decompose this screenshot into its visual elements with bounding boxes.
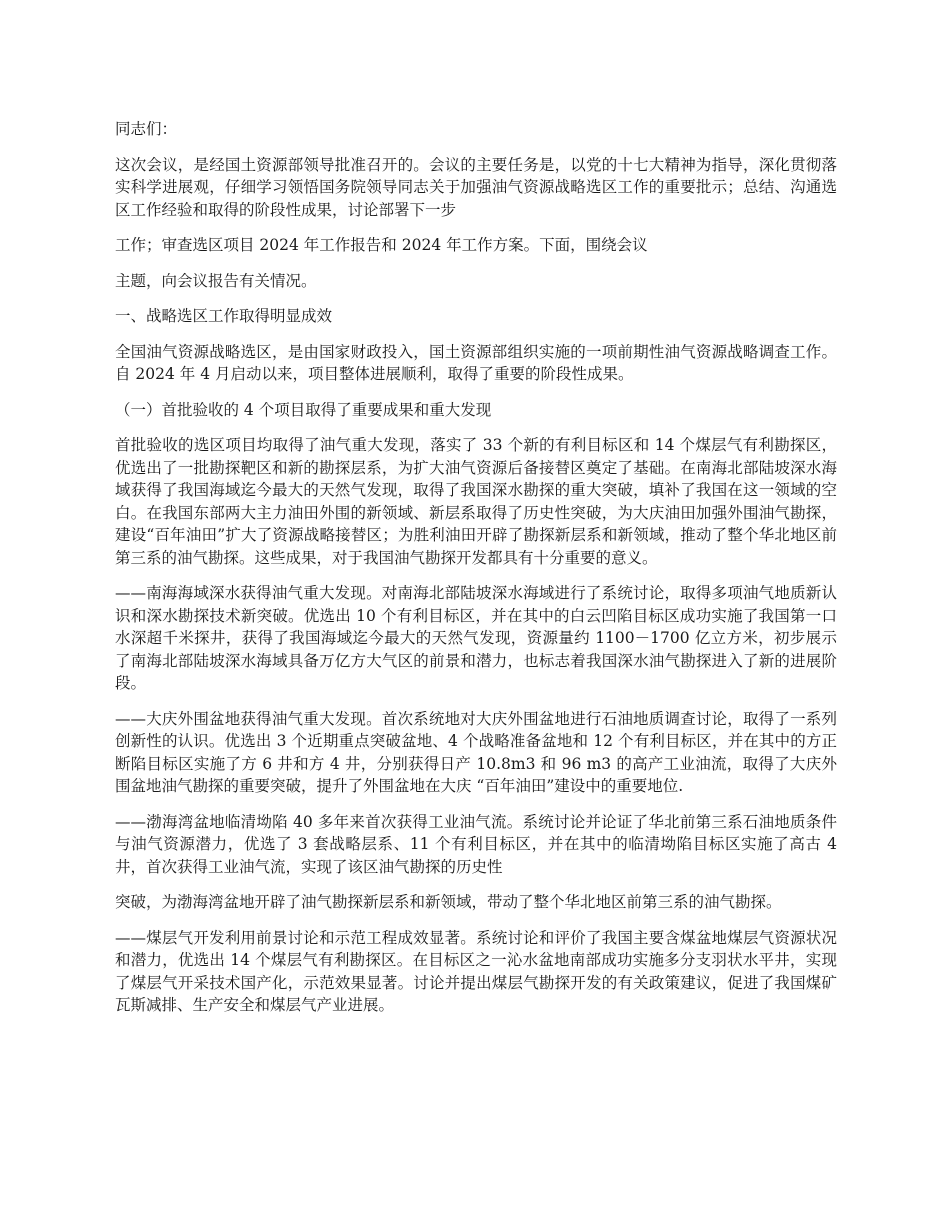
intro-paragraph-end: 主题，向会议报告有关情况。 <box>115 271 317 290</box>
section-heading: 一、战略选区工作取得明显成效 <box>115 307 333 325</box>
body-paragraph: 全国油气资源战略选区，是由国家财政投入，国土资源部组织实施的一项前期性油气资源战略调查工作。自 2024 年 4 月启动以来，项目整体进展顺利，取得了重要的阶段性成果。 <box>115 342 837 383</box>
intro-paragraph: 这次会议，是经国土资源部领导批准召开的。会议的主要任务是，以党的十七大精神为指导，深化贯彻落实科学进展观，仔细学习领悟国务院领导同志关于加强油气资源战略选区工作的重要批示；总结、沟通选区工作经验和取得的阶段性成果，讨论部署下一步 <box>115 155 837 219</box>
body-paragraph: 首批验收的选区项目均取得了油气重大发现，落实了 33 个新的有利目标区和 14 个煤层气有利勘探区，优选出了一批勘探靶区和新的勘探层系，为扩大油气资源后备接替区奠定了基础。在南海北部陆坡深水海域获得了我国海域迄今最大的天然气发现，取得了我国深水勘探的重大突破，填补了我国在这一领域的空白。在我国东部两大主力油田外围的新领域、新层系取得了历史性突破，为大庆油田加强外围油气勘探，建设“百年油田”扩大了资源战略接替区；为胜利油田开辟了勘探新层系和新领域，推动了整个华北地区前第三系的油气勘探。这些成果，对于我国油气勘探开发都具有十分重要的意义。 <box>115 436 837 567</box>
subsection-heading: （一）首批验收的 4 个项目取得了重要成果和重大发现 <box>115 400 492 419</box>
salutation: 同志们： <box>115 120 178 138</box>
document-body <box>115 118 837 1030</box>
list-paragraph-south-china-sea: ——南海海域深水获得油气重大发现。对南海北部陆坡深水海域进行了系统讨论，取得多项油气地质新认识和深水勘探技术新突破。优选出 10 个有利目标区，并在其中的白云凹陷目标区成功实施了我国第一口水深超千米探井，获得了我国海域迄今最大的天然气发现，资源量约 1100－1700 亿立方米，初步展示了南海北部陆坡深水海域具备万亿方大气区的前景和潜力，也标志着我国深水油气勘探进入了新的进展阶段。 <box>115 584 837 692</box>
intro-paragraph-continued: 工作；审查选区项目 2024 年工作报告和 2024 年工作方案。下面，围绕会议 <box>115 236 648 254</box>
list-paragraph-coalbed-methane: ——煤层气开发利用前景讨论和示范工程成效显著。系统讨论和评价了我国主要含煤盆地煤层气资源状况和潜力，优选出 14 个煤层气有利勘探区。在目标区之一沁水盆地南部成功实施多分支羽状水平井，实现了煤层气开采技术国产化，示范效果显著。讨论并提出煤层气勘探开发的有关政策建议，促进了我国煤矿瓦斯减排、生产安全和煤层气产业进展。 <box>115 928 837 1014</box>
list-paragraph-bohai-bay: ——渤海湾盆地临清坳陷 40 多年来首次获得工业油气流。系统讨论并论证了华北前第三系石油地质条件与油气资源潜力，优选了 3 套战略层系、11 个有利目标区，并在其中的临清坳陷目标区实施了高古 4 井，首次获得工业油气流，实现了该区油气勘探的历史性 <box>115 812 837 876</box>
list-paragraph-bohai-bay-continued: 突破，为渤海湾盆地开辟了油气勘探新层系和新领域，带动了整个华北地区前第三系的油气勘探。 <box>115 893 782 911</box>
list-paragraph-daqing: ——大庆外围盆地获得油气重大发现。首次系统地对大庆外围盆地进行石油地质调查讨论，取得了一系列创新性的认识。优选出 3 个近期重点突破盆地、4 个战略准备盆地和 12 个有利目标区，并在其中的方正断陷目标区实施了方 6 井和方 4 井，分别获得日产 10.8m3 和 96 m3 的高产工业油流，取得了大庆外围盆地油气勘探的重要突破，提升了外围盆地在大庆 “百年油田”建设中的重要地位. <box>115 709 837 795</box>
